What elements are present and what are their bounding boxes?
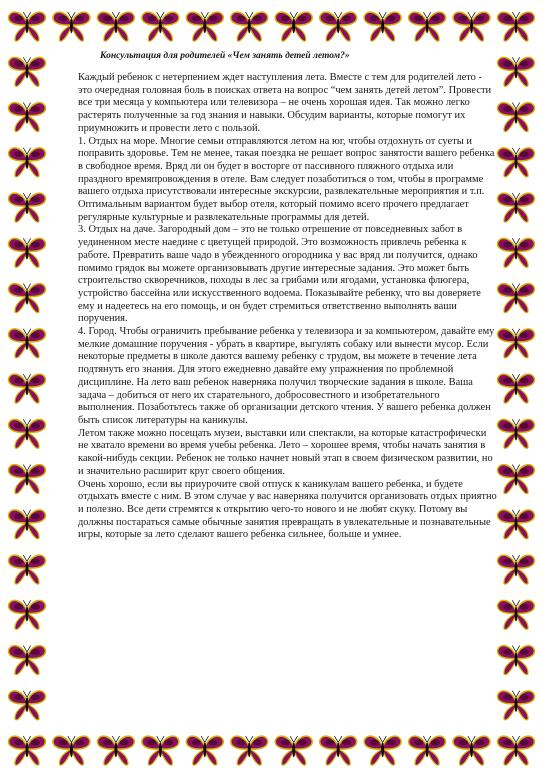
butterfly-icon xyxy=(364,736,401,765)
butterfly-icon xyxy=(186,12,223,41)
butterfly-icon xyxy=(498,103,535,132)
butterfly-icon xyxy=(9,510,46,539)
butterfly-icon xyxy=(275,12,312,41)
butterfly-icon xyxy=(9,193,46,222)
butterfly-icon xyxy=(9,736,46,765)
paragraph: Очень хорошо, если вы приурочите свой отпуск к каникулам вашего ребенка, и будете отдыхать вместе с ним. В этом случае у вас наверняка получится организовать отдых приятно и полезно. Все дети стремятся к открытию чего-то нового и не любят скуку. Потому вы должны постараться самые обычные занятия превращать в увлекательные и познавательные игры, которые за лето сделают вашего ребенка сильнее, больше и умнее. xyxy=(78,478,497,541)
butterfly-icon xyxy=(498,57,535,86)
butterfly-icon xyxy=(97,736,134,765)
butterfly-icon xyxy=(498,193,535,222)
butterfly-icon xyxy=(453,736,490,765)
butterfly-icon xyxy=(498,12,535,41)
document-body xyxy=(78,72,498,542)
paragraph: 1. Отдых на море. Многие семьи отправляются летом на юг, чтобы отдохнуть от суеты и поправить здоровье. Тем не менее, такая поездка не решает вопрос занятости вашего ребенка в свободное время. Вряд ли он будет в восторге от пассивного пляжного отдыха или праздного времяпровождения в отеле. Вам следует позаботиться о том, чтобы в программе вашего отдыха присутствовали интересные экскурсии, развлекательные мероприятия и т.п. Оптимальным вариантом будет выбор отеля, который помимо всего прочего предлагает регулярные культурные и развлекательные программы для детей. xyxy=(78,135,495,223)
paragraph: 4. Город. Чтобы ограничить пребывание ребенка у телевизора и за компьютером, давайте ему мелкие домашние поручения - убрать в квартире, выгулять собаку или вынести мусор. Если некоторые предметы в школе даются вашему ребенку с трудом, вы можете в течение лета подтянуть его знания. Для этого ежедневно давайте ему упражнения по проблемной дисциплине. На лето ваш ребенок наверняка получил творческие задания в школе. Ваша задача – добиться от него их старательного, добросовестного и изобретательного выполнения. Позаботьтесь также об организации детского чтения. У вашего ребенка должен быть список литературы на каникулы. xyxy=(78,326,495,426)
butterfly-icon xyxy=(9,148,46,177)
butterfly-icon xyxy=(498,555,535,584)
butterfly-icon xyxy=(498,238,535,267)
butterfly-icon xyxy=(9,238,46,267)
butterfly-icon xyxy=(9,555,46,584)
butterfly-icon xyxy=(231,12,268,41)
butterfly-icon xyxy=(364,12,401,41)
butterfly-icon xyxy=(498,691,535,720)
butterfly-icon xyxy=(275,736,312,765)
butterfly-icon xyxy=(498,284,535,313)
butterfly-icon xyxy=(97,12,134,41)
butterfly-icon xyxy=(498,419,535,448)
butterfly-icon xyxy=(9,419,46,448)
butterfly-icon xyxy=(320,736,357,765)
paragraph: 3. Отдых на даче. Загородный дом – это не только отрешение от повседневных забот в уединенном месте наедине с цветущей природой. Это возможность привлечь ребенка к работе. Превратить ваше чадо в убежденного огородника у вас вряд ли получится, однако помимо грядок вы можете организовывать другие интересные задания. Это может быть строительство скворечников, походы в лес за грибами или ягодами, установка флюгера, устройство бассейна или искусственного водоема. Показывайте ребенку, что вы доверяете ему и надеетесь на его помощь, и он будет стремиться ответственно выполнять ваши поручения. xyxy=(78,224,481,325)
butterfly-icon xyxy=(498,465,535,494)
butterfly-icon xyxy=(453,12,490,41)
butterfly-icon xyxy=(53,12,90,41)
butterfly-icon xyxy=(9,57,46,86)
butterfly-icon xyxy=(320,12,357,41)
butterfly-icon xyxy=(9,691,46,720)
butterfly-icon xyxy=(498,510,535,539)
butterfly-icon xyxy=(142,12,179,41)
paragraph: Летом также можно посещать музеи, выставки или спектакли, на которые катастрофически не хватало времени во время учебы ребенка. Лето – хорошее время, чтобы начать занятия в какой-нибудь секции. Ребенок не только начнет новый этап в своем физическом развитии, но и значительно расширит круг своего общения. xyxy=(78,427,493,477)
butterfly-icon xyxy=(498,600,535,629)
butterfly-icon xyxy=(9,374,46,403)
butterfly-icon xyxy=(231,736,268,765)
butterfly-icon xyxy=(409,736,446,765)
butterfly-icon xyxy=(142,736,179,765)
butterfly-icon xyxy=(498,374,535,403)
butterfly-icon xyxy=(9,103,46,132)
butterfly-icon xyxy=(498,148,535,177)
butterfly-icon xyxy=(498,736,535,765)
butterfly-icon xyxy=(9,12,46,41)
butterfly-icon xyxy=(409,12,446,41)
butterfly-icon xyxy=(53,736,90,765)
butterfly-icon xyxy=(9,284,46,313)
document-content xyxy=(78,50,498,542)
paragraph: Каждый ребенок с нетерпением ждет наступления лета. Вместе с тем для родителей лето - это очередная головная боль в поисках ответа на вопрос “чем занять детей летом”. Провести все три месяца у компьютера или телевизора – не очень хорошая идея. Так можно легко растерять полученные за год знания и навыки. Обсудим варианты, которые помогут их приумножить и провести лето с пользой. xyxy=(78,72,492,134)
butterfly-icon xyxy=(9,329,46,358)
butterfly-icon xyxy=(9,646,46,675)
butterfly-icon xyxy=(9,600,46,629)
butterfly-icon xyxy=(9,465,46,494)
butterfly-icon xyxy=(498,329,535,358)
page-title: Консультация для родителей «Чем занять детей летом?» xyxy=(100,51,350,61)
butterfly-icon xyxy=(186,736,223,765)
butterfly-icon xyxy=(498,646,535,675)
